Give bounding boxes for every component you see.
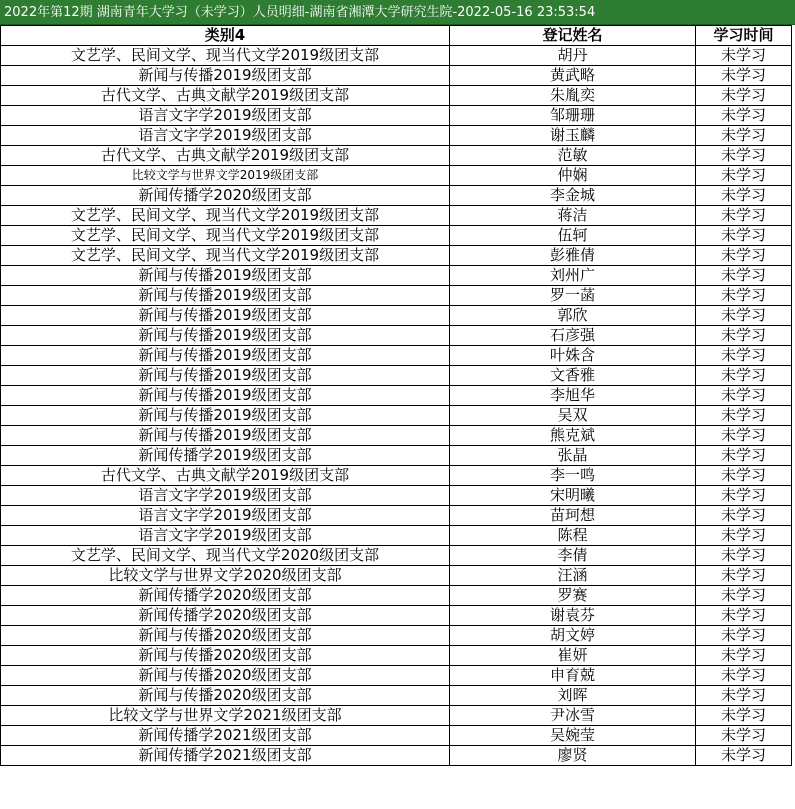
status-cell[interactable]: 未学习 bbox=[696, 246, 792, 266]
status-cell[interactable]: 未学习 bbox=[696, 206, 792, 226]
name-cell[interactable]: 张晶 bbox=[450, 446, 696, 466]
name-cell[interactable]: 蒋洁 bbox=[450, 206, 696, 226]
table-row bbox=[1, 466, 792, 486]
table-row bbox=[1, 346, 792, 366]
table-row bbox=[1, 426, 792, 446]
name-cell[interactable]: 叶姝含 bbox=[450, 346, 696, 366]
name-cell[interactable]: 汪涵 bbox=[450, 566, 696, 586]
name-cell[interactable]: 邹珊珊 bbox=[450, 106, 696, 126]
status-cell[interactable]: 未学习 bbox=[696, 46, 792, 66]
header-name[interactable]: 登记姓名 bbox=[450, 26, 696, 46]
status-cell[interactable]: 未学习 bbox=[696, 526, 792, 546]
table-row bbox=[1, 586, 792, 606]
category-cell[interactable]: 新闻与传播2020级团支部 bbox=[1, 646, 450, 666]
category-cell[interactable]: 新闻传播学2020级团支部 bbox=[1, 586, 450, 606]
status-cell[interactable]: 未学习 bbox=[696, 226, 792, 246]
category-cell[interactable]: 新闻与传播2019级团支部 bbox=[1, 266, 450, 286]
status-cell[interactable]: 未学习 bbox=[696, 586, 792, 606]
header-category[interactable]: 类别4 bbox=[1, 26, 450, 46]
table-row bbox=[1, 206, 792, 226]
status-cell[interactable]: 未学习 bbox=[696, 746, 792, 766]
name-cell[interactable]: 罗一菡 bbox=[450, 286, 696, 306]
category-cell[interactable]: 语言文字学2019级团支部 bbox=[1, 126, 450, 146]
table-row bbox=[1, 506, 792, 526]
status-cell[interactable]: 未学习 bbox=[696, 366, 792, 386]
table-row bbox=[1, 406, 792, 426]
status-cell[interactable]: 未学习 bbox=[696, 406, 792, 426]
category-cell[interactable]: 新闻与传播2019级团支部 bbox=[1, 326, 450, 346]
table-body bbox=[1, 46, 792, 766]
name-cell[interactable]: 李一鸣 bbox=[450, 466, 696, 486]
name-cell[interactable]: 彭雅倩 bbox=[450, 246, 696, 266]
name-cell[interactable]: 刘晖 bbox=[450, 686, 696, 706]
table-row bbox=[1, 566, 792, 586]
status-cell[interactable]: 未学习 bbox=[696, 286, 792, 306]
category-cell[interactable]: 语言文字学2019级团支部 bbox=[1, 106, 450, 126]
name-cell[interactable]: 苗珂想 bbox=[450, 506, 696, 526]
category-cell[interactable]: 新闻传播学2020级团支部 bbox=[1, 606, 450, 626]
category-cell[interactable]: 文艺学、民间文学、现当代文学2020级团支部 bbox=[1, 546, 450, 566]
name-cell[interactable]: 李旭华 bbox=[450, 386, 696, 406]
category-cell[interactable]: 古代文学、古典文献学2019级团支部 bbox=[1, 466, 450, 486]
name-cell[interactable]: 郭欣 bbox=[450, 306, 696, 326]
name-cell[interactable]: 廖贤 bbox=[450, 746, 696, 766]
name-cell[interactable]: 谢袁芬 bbox=[450, 606, 696, 626]
table-row bbox=[1, 546, 792, 566]
status-cell[interactable]: 未学习 bbox=[696, 186, 792, 206]
table-row bbox=[1, 706, 792, 726]
category-cell[interactable]: 新闻与传播2019级团支部 bbox=[1, 386, 450, 406]
name-cell[interactable]: 宋明曦 bbox=[450, 486, 696, 506]
table-row bbox=[1, 306, 792, 326]
category-cell[interactable]: 新闻与传播2019级团支部 bbox=[1, 426, 450, 446]
name-cell[interactable]: 谢玉麟 bbox=[450, 126, 696, 146]
name-cell[interactable]: 仲娴 bbox=[450, 166, 696, 186]
category-cell[interactable]: 文艺学、民间文学、现当代文学2019级团支部 bbox=[1, 226, 450, 246]
category-cell[interactable]: 新闻与传播2019级团支部 bbox=[1, 346, 450, 366]
status-cell[interactable]: 未学习 bbox=[696, 386, 792, 406]
name-cell[interactable]: 罗赛 bbox=[450, 586, 696, 606]
category-cell[interactable]: 比较文学与世界文学2019级团支部 bbox=[1, 166, 450, 186]
category-cell[interactable]: 新闻传播学2021级团支部 bbox=[1, 746, 450, 766]
table-row bbox=[1, 746, 792, 766]
name-cell[interactable]: 刘州广 bbox=[450, 266, 696, 286]
table-row bbox=[1, 486, 792, 506]
category-cell[interactable]: 新闻与传播2019级团支部 bbox=[1, 286, 450, 306]
name-cell[interactable]: 陈程 bbox=[450, 526, 696, 546]
table-row bbox=[1, 146, 792, 166]
category-cell[interactable]: 新闻与传播2020级团支部 bbox=[1, 686, 450, 706]
table-row bbox=[1, 246, 792, 266]
status-cell[interactable]: 未学习 bbox=[696, 106, 792, 126]
category-cell[interactable]: 语言文字学2019级团支部 bbox=[1, 526, 450, 546]
category-cell[interactable]: 比较文学与世界文学2020级团支部 bbox=[1, 566, 450, 586]
header-row bbox=[1, 26, 792, 46]
category-cell[interactable]: 新闻与传播2019级团支部 bbox=[1, 306, 450, 326]
table-row bbox=[1, 526, 792, 546]
name-cell[interactable]: 李倩 bbox=[450, 546, 696, 566]
status-cell[interactable]: 未学习 bbox=[696, 666, 792, 686]
table-row bbox=[1, 646, 792, 666]
status-cell[interactable]: 未学习 bbox=[696, 626, 792, 646]
category-cell[interactable]: 新闻与传播2020级团支部 bbox=[1, 666, 450, 686]
status-cell[interactable]: 未学习 bbox=[696, 306, 792, 326]
category-cell[interactable]: 文艺学、民间文学、现当代文学2019级团支部 bbox=[1, 46, 450, 66]
status-cell[interactable]: 未学习 bbox=[696, 266, 792, 286]
category-cell[interactable]: 比较文学与世界文学2021级团支部 bbox=[1, 706, 450, 726]
table-row bbox=[1, 386, 792, 406]
name-cell[interactable]: 朱胤奕 bbox=[450, 86, 696, 106]
category-cell[interactable]: 古代文学、古典文献学2019级团支部 bbox=[1, 146, 450, 166]
status-cell[interactable]: 未学习 bbox=[696, 546, 792, 566]
table-row bbox=[1, 726, 792, 746]
table-row bbox=[1, 226, 792, 246]
table-row bbox=[1, 366, 792, 386]
status-cell[interactable]: 未学习 bbox=[696, 726, 792, 746]
status-cell[interactable]: 未学习 bbox=[696, 686, 792, 706]
table-row bbox=[1, 66, 792, 86]
name-cell[interactable]: 胡文婷 bbox=[450, 626, 696, 646]
status-cell[interactable]: 未学习 bbox=[696, 566, 792, 586]
table-row bbox=[1, 186, 792, 206]
name-cell[interactable]: 申育兢 bbox=[450, 666, 696, 686]
name-cell[interactable]: 胡丹 bbox=[450, 46, 696, 66]
status-cell[interactable]: 未学习 bbox=[696, 66, 792, 86]
header-study-time[interactable]: 学习时间 bbox=[696, 26, 792, 46]
category-cell[interactable]: 新闻传播学2020级团支部 bbox=[1, 186, 450, 206]
status-cell[interactable]: 未学习 bbox=[696, 426, 792, 446]
name-cell[interactable]: 吴婉莹 bbox=[450, 726, 696, 746]
table-row bbox=[1, 606, 792, 626]
name-cell[interactable]: 黄武略 bbox=[450, 66, 696, 86]
table-row bbox=[1, 286, 792, 306]
table-row bbox=[1, 106, 792, 126]
table-row bbox=[1, 126, 792, 146]
name-cell[interactable]: 吴双 bbox=[450, 406, 696, 426]
data-table bbox=[0, 25, 792, 766]
sheet-title: 2022年第12期 湖南青年大学习（未学习）人员明细-湖南省湘潭大学研究生院-2022-05-16 23:53:54 bbox=[0, 0, 795, 25]
table-row bbox=[1, 166, 792, 186]
name-cell[interactable]: 伍轲 bbox=[450, 226, 696, 246]
table-row bbox=[1, 266, 792, 286]
status-cell[interactable]: 未学习 bbox=[696, 466, 792, 486]
name-cell[interactable]: 文香雅 bbox=[450, 366, 696, 386]
status-cell[interactable]: 未学习 bbox=[696, 606, 792, 626]
name-cell[interactable]: 尹冰雪 bbox=[450, 706, 696, 726]
status-cell[interactable]: 未学习 bbox=[696, 646, 792, 666]
table-row bbox=[1, 46, 792, 66]
status-cell[interactable]: 未学习 bbox=[696, 126, 792, 146]
category-cell[interactable]: 新闻传播学2019级团支部 bbox=[1, 446, 450, 466]
table-row bbox=[1, 326, 792, 346]
status-cell[interactable]: 未学习 bbox=[696, 506, 792, 526]
category-cell[interactable]: 语言文字学2019级团支部 bbox=[1, 486, 450, 506]
status-cell[interactable]: 未学习 bbox=[696, 146, 792, 166]
category-cell[interactable]: 新闻与传播2019级团支部 bbox=[1, 66, 450, 86]
name-cell[interactable]: 范敏 bbox=[450, 146, 696, 166]
status-cell[interactable]: 未学习 bbox=[696, 326, 792, 346]
category-cell[interactable]: 语言文字学2019级团支部 bbox=[1, 506, 450, 526]
category-cell[interactable]: 新闻与传播2019级团支部 bbox=[1, 366, 450, 386]
name-cell[interactable]: 崔妍 bbox=[450, 646, 696, 666]
status-cell[interactable]: 未学习 bbox=[696, 166, 792, 186]
category-cell[interactable]: 新闻传播学2021级团支部 bbox=[1, 726, 450, 746]
table-row bbox=[1, 446, 792, 466]
category-cell[interactable]: 文艺学、民间文学、现当代文学2019级团支部 bbox=[1, 206, 450, 226]
category-cell[interactable]: 新闻与传播2020级团支部 bbox=[1, 626, 450, 646]
name-cell[interactable]: 李金城 bbox=[450, 186, 696, 206]
status-cell[interactable]: 未学习 bbox=[696, 86, 792, 106]
table-row bbox=[1, 86, 792, 106]
name-cell[interactable]: 石彦强 bbox=[450, 326, 696, 346]
table-row bbox=[1, 686, 792, 706]
name-cell[interactable]: 熊克斌 bbox=[450, 426, 696, 446]
status-cell[interactable]: 未学习 bbox=[696, 346, 792, 366]
status-cell[interactable]: 未学习 bbox=[696, 446, 792, 466]
category-cell[interactable]: 文艺学、民间文学、现当代文学2019级团支部 bbox=[1, 246, 450, 266]
category-cell[interactable]: 新闻与传播2019级团支部 bbox=[1, 406, 450, 426]
status-cell[interactable]: 未学习 bbox=[696, 706, 792, 726]
table-row bbox=[1, 666, 792, 686]
category-cell[interactable]: 古代文学、古典文献学2019级团支部 bbox=[1, 86, 450, 106]
table-row bbox=[1, 626, 792, 646]
status-cell[interactable]: 未学习 bbox=[696, 486, 792, 506]
